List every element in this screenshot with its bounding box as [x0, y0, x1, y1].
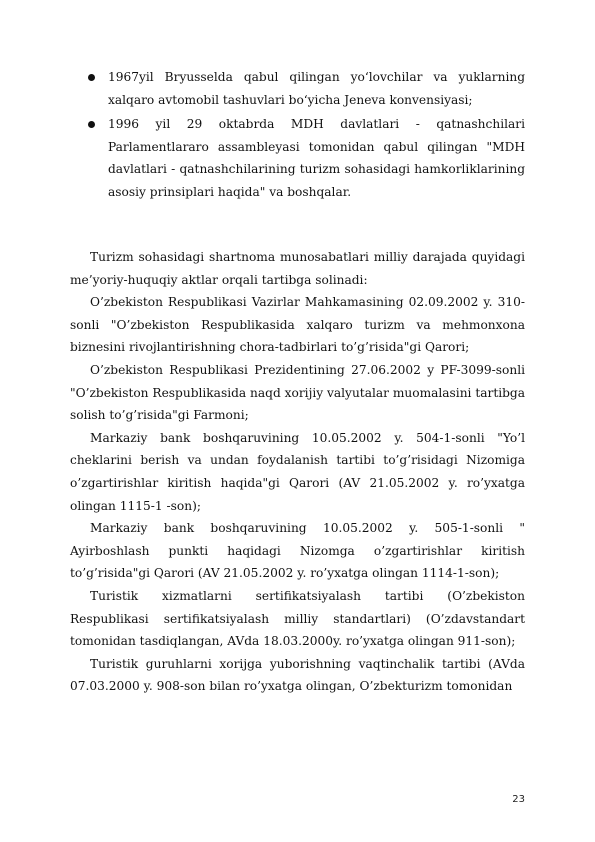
list-item-text: 1996 yil 29 oktabrda MDH davlatlari - qatnashchilari Parlamentlararo assambleyasi tomonidan qabul qilingan "MDH davlatlari - qatnashchilarining turizm sohasidagi hamkorliklarining asosiy prinsiplari haqida" va boshqalar. [108, 117, 525, 199]
bullet-list [88, 66, 525, 205]
paragraph: Turizm sohasidagi shartnoma munosabatlari milliy darajada quyidagi me’yoriy-huquqiy aktlar orqali tartibga solinadi: [70, 250, 525, 287]
paragraph: Markaziy bank boshqaruvining 10.05.2002 y. 504-1-sonli "Yo’l cheklarini berish va undan foydalanish tartibi to’g’risidagi Nizomiga o’zgartirishlar kiritish haqida"gi Qarori (AV 21.05.2002 y. ro’yxatga olingan 1115-1 -son); [70, 430, 525, 513]
page-number: 23 [512, 794, 525, 805]
paragraph: O’zbekiston Respublikasi Vazirlar Mahkamasining 02.09.2002 y. 310-sonli "O’zbekiston Respublikasida xalqaro turizm va mehmonxona biznesini rivojlantirishning chora-tadbirlari to’g’risida"gi Qarori; [70, 295, 525, 355]
list-item [88, 66, 525, 111]
body-text [70, 246, 525, 698]
list-item-text: 1967yil Bryusselda qabul qilingan yo‘lovchilar va yuklarning xalqaro avtomobil tashuvlari bo‘yicha Jeneva konvensiyasi; [108, 70, 525, 107]
paragraph: O’zbekiston Respublikasi Prezidentining 27.06.2002 y PF-3099-sonli "O’zbekiston Respublikasida naqd xorijiy valyutalar muomalasini tartibga solish to’g’risida"gi Farmoni; [70, 362, 525, 423]
bullet-icon [88, 121, 95, 128]
paragraph: Turistik guruhlarni xorijga yuborishning vaqtinchalik tartibi (AVda 07.03.2000 y. 908-son bilan ro’yxatga olingan, O’zbekturizm tomonidan [70, 656, 525, 694]
list-item [88, 113, 525, 203]
paragraph: Turistik xizmatlarni sertifikatsiyalash tartibi (O’zbekiston Respublikasi sertifikatsiyalash milliy standartlari) (O’zdavstandart tomonidan tasdiqlangan, AVda 18.03.2000y. ro’yxatga olingan 911-son); [70, 588, 525, 649]
bullet-icon [88, 74, 95, 81]
paragraph: Markaziy bank boshqaruvining 10.05.2002 y. 505-1-sonli " Ayirboshlash punkti haqidagi Nizomga o’zgartirishlar kiritish to’g’risida"gi Qarori (AV 21.05.2002 y. ro’yxatga olingan 1114-1-son); [70, 521, 525, 581]
